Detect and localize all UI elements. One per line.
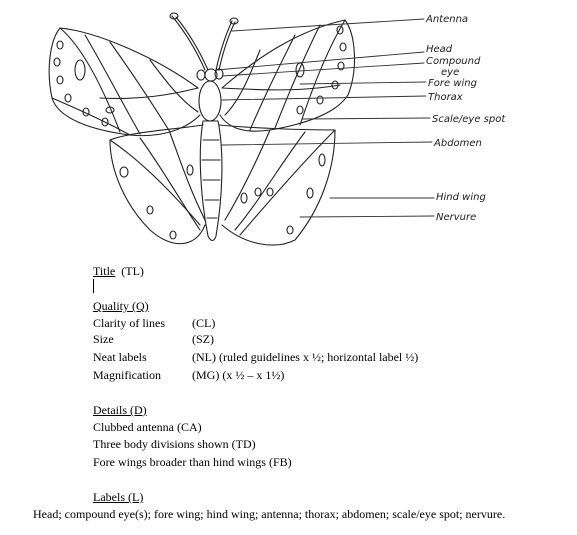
label-nervure: Nervure <box>436 212 477 223</box>
left-fore-wing <box>49 28 200 136</box>
details-heading: Details (D) <box>93 403 147 417</box>
quality-item-label: Neat labels <box>93 350 147 364</box>
right-antenna-inner <box>219 22 235 70</box>
title-code: (TL) <box>121 264 144 278</box>
details-item: Clubbed antenna (CA) <box>93 420 202 434</box>
thorax-line <box>222 96 426 100</box>
left-hind-wing <box>110 125 205 244</box>
fore-wing-line <box>300 82 426 84</box>
label-scale-eye-spot: Scale/eye spot <box>432 114 506 125</box>
label-thorax: Thorax <box>428 92 463 103</box>
details-item: Fore wings broader than hind wings (FB) <box>93 455 292 469</box>
label-abdomen: Abdomen <box>434 138 482 149</box>
quality-heading: Quality (Q) <box>93 299 149 313</box>
quality-item-label: Size <box>93 332 114 346</box>
title-heading <box>93 264 144 279</box>
labels-list: Head; compound eye(s); fore wing; hind wing; antenna; thorax; abdomen; scale/eye spot; nervure. <box>33 507 506 521</box>
label-hind-wing: Hind wing <box>436 192 486 203</box>
quality-item-code: (CL) <box>192 316 216 330</box>
scale-line <box>302 118 430 119</box>
nervure-line <box>300 216 434 217</box>
quality-item-code: (MG) (x ½ – x 1½) <box>192 368 285 382</box>
label-eye: eye <box>441 67 460 78</box>
label-compound: Compound <box>426 56 481 67</box>
right-antenna <box>216 21 232 70</box>
left-compound-eye <box>197 70 205 80</box>
antenna-line <box>232 19 424 31</box>
abdomen-line <box>222 142 432 145</box>
left-antenna-inner <box>176 17 208 70</box>
quality-item-code: (SZ) <box>192 332 214 346</box>
title-label: Title <box>93 264 116 278</box>
quality-item-label: Magnification <box>93 368 161 382</box>
right-hind-wing <box>219 125 335 245</box>
label-head: Head <box>426 44 453 55</box>
abdomen <box>200 121 222 241</box>
text-cursor <box>93 279 94 293</box>
label-antenna: Antenna <box>426 14 469 25</box>
quality-item-label: Clarity of lines <box>93 316 165 330</box>
label-fore-wing: Fore wing <box>428 78 477 89</box>
butterfly-drawing <box>0 0 577 260</box>
thorax <box>199 81 221 121</box>
right-fore-wing <box>220 20 354 131</box>
quality-item-code: (NL) (ruled guidelines x ½; horizontal label ½) <box>192 350 419 364</box>
head-line <box>216 52 424 70</box>
details-item: Three body divisions shown (TD) <box>93 437 256 451</box>
labels-heading: Labels (L) <box>93 490 144 504</box>
left-antenna <box>172 16 205 70</box>
